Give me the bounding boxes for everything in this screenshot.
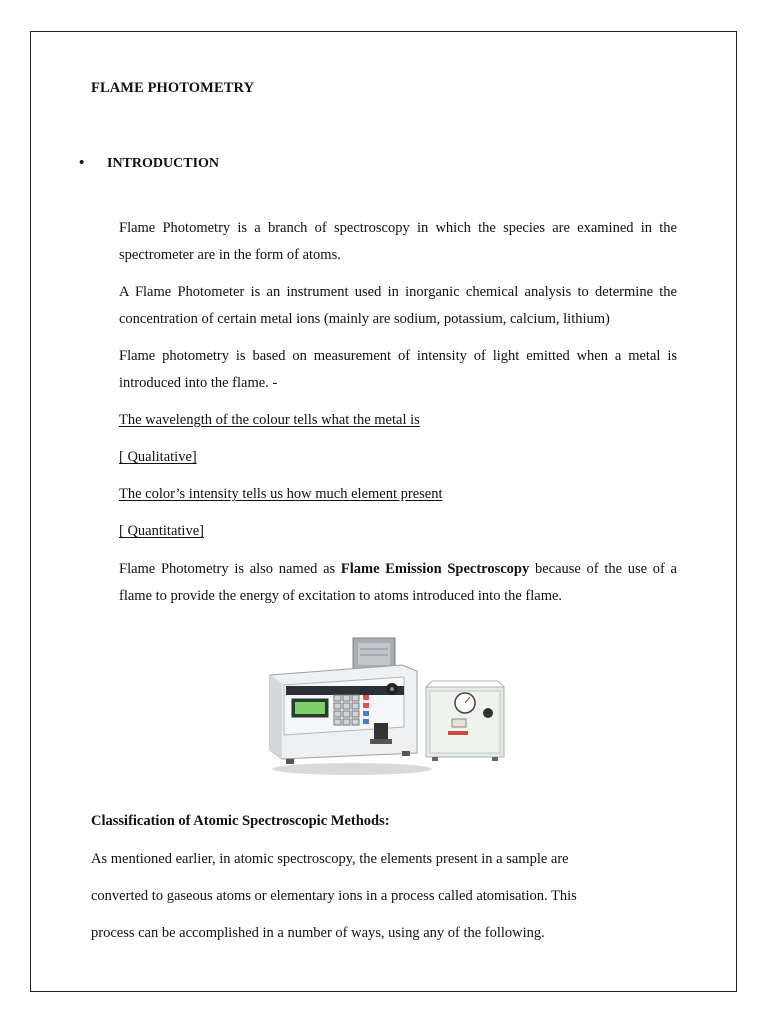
bracket-qualitative: [ Qualitative] [119,449,197,465]
paragraph-4-start: Flame Photometry is also named as [119,561,341,577]
bullet-heading-label: INTRODUCTION [107,156,220,171]
underlined-line-wavelength: The wavelength of the colour tells what the metal is [119,412,420,428]
paragraph-4-end: because of the use of a flame to provide the energy of excitation to atoms introduced into the flame. [119,561,677,604]
bullet-heading [79,155,219,172]
document-title: FLAME PHOTOMETRY [91,80,255,96]
underlined-line-intensity: The color’s intensity tells us how much element present [119,486,443,502]
bracket-quantitative: [ Quantitative] [119,523,204,539]
flame-photometer-instrument-icon [262,635,510,780]
closing-line-3: process can be accomplished in a number of ways, using any of the following. [91,925,545,941]
paragraph-4-bold-term: Flame Emission Spectroscopy [340,561,530,577]
paragraph-1: Flame Photometry is a branch of spectroscopy in which the species are examined in the spectrometer are in the form of atoms. [119,220,677,263]
closing-line-2: converted to gaseous atoms or elementary ions in a process called atomisation. This [91,888,577,904]
bullet-dot-icon: • [79,155,85,171]
flame-photometer-figure [262,635,510,780]
paragraph-4 [119,556,677,610]
page-border [30,31,737,992]
closing-line-1: As mentioned earlier, in atomic spectroscopy, the elements present in a sample are [91,851,569,867]
paragraph-3: Flame photometry is based on measurement of intensity of light emitted when a metal is introduced into the flame. - [119,348,677,391]
paragraph-2: A Flame Photometer is an instrument used in inorganic chemical analysis to determine the concentration of certain metal ions (mainly are sodium, potassium, calcium, lithium) [119,284,677,327]
section-heading-classification: Classification of Atomic Spectroscopic Methods: [91,813,390,829]
